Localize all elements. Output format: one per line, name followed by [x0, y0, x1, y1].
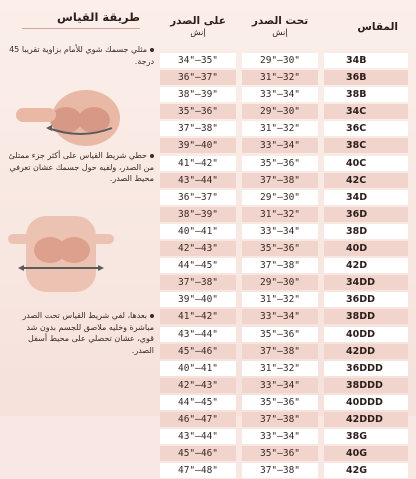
bust-range-cell: 38"–39"	[160, 207, 236, 222]
table-row	[160, 240, 408, 257]
table-header	[160, 8, 408, 48]
bust-range-cell: 40"–41"	[160, 224, 236, 239]
size-cell: 38D	[324, 224, 408, 239]
size-cell: 40C	[324, 156, 408, 171]
bust-range-cell: 44"–45"	[160, 258, 236, 273]
table-row	[160, 326, 408, 343]
bust-range-cell: 37"–38"	[160, 275, 236, 290]
under-bust-range-cell: 33"–34"	[242, 429, 318, 444]
table-row	[160, 257, 408, 274]
table-row	[160, 69, 408, 86]
bust-range-cell: 42"–43"	[160, 378, 236, 393]
bust-range-cell: 43"–44"	[160, 173, 236, 188]
table-row	[160, 223, 408, 240]
table-row	[160, 291, 408, 308]
table-row	[160, 343, 408, 360]
size-cell: 40DDD	[324, 395, 408, 410]
size-cell: 42DDD	[324, 412, 408, 427]
under-bust-range-cell: 35"–36"	[242, 327, 318, 342]
bust-range-cell: 45"–46"	[160, 344, 236, 359]
table-row	[160, 52, 408, 69]
under-bust-range-cell: 35"–36"	[242, 446, 318, 461]
step-3-text: بعدها، لفي شريط القياس تحت الصدر مباشرة وخليه ملاصق للجسم بدون شد قوي، عشان تحصلي على محيط أسفل الصدر.	[22, 311, 154, 355]
table-body	[160, 52, 408, 479]
size-cell: 40G	[324, 446, 408, 461]
table-row	[160, 206, 408, 223]
under-bust-range-cell: 31"–32"	[242, 361, 318, 376]
size-cell: 42G	[324, 463, 408, 478]
step-2	[8, 150, 154, 185]
table-row	[160, 86, 408, 103]
table-row	[160, 137, 408, 154]
table-row	[160, 274, 408, 291]
table-row	[160, 445, 408, 462]
bust-range-cell: 36"–37"	[160, 190, 236, 205]
table-row	[160, 360, 408, 377]
under-bust-range-cell: 37"–38"	[242, 258, 318, 273]
header-bust: على الصدر إنش	[170, 15, 226, 38]
bust-range-cell: 35"–36"	[160, 104, 236, 119]
header-size: المقاس	[357, 21, 398, 33]
bust-range-cell: 44"–45"	[160, 395, 236, 410]
under-bust-illustration-icon	[6, 210, 116, 296]
under-bust-range-cell: 31"–32"	[242, 70, 318, 85]
size-cell: 38DDD	[324, 378, 408, 393]
bust-range-cell: 43"–44"	[160, 429, 236, 444]
size-cell: 34D	[324, 190, 408, 205]
under-bust-range-cell: 31"–32"	[242, 207, 318, 222]
bust-range-cell: 34"–35"	[160, 53, 236, 68]
under-bust-range-cell: 29"–30"	[242, 190, 318, 205]
under-bust-range-cell: 31"–32"	[242, 292, 318, 307]
table-row	[160, 377, 408, 394]
instructions-title: طريقة القياس	[57, 10, 140, 24]
table-row	[160, 308, 408, 325]
under-bust-range-cell: 33"–34"	[242, 378, 318, 393]
size-chart-table	[160, 8, 408, 477]
table-row	[160, 394, 408, 411]
table-row	[160, 462, 408, 479]
under-bust-range-cell: 37"–38"	[242, 463, 318, 478]
bust-range-cell: 46"–47"	[160, 412, 236, 427]
bust-range-cell: 39"–40"	[160, 138, 236, 153]
bust-range-cell: 42"–43"	[160, 241, 236, 256]
bullet-icon	[150, 154, 154, 158]
bust-range-cell: 36"–37"	[160, 70, 236, 85]
size-cell: 42D	[324, 258, 408, 273]
under-bust-range-cell: 29"–30"	[242, 53, 318, 68]
table-row	[160, 428, 408, 445]
size-cell: 34C	[324, 104, 408, 119]
under-bust-range-cell: 37"–38"	[242, 173, 318, 188]
under-bust-range-cell: 35"–36"	[242, 241, 318, 256]
header-under-bust: تحت الصدر إنش	[251, 15, 309, 38]
title-divider	[22, 28, 140, 29]
size-cell: 36DD	[324, 292, 408, 307]
size-cell: 36B	[324, 70, 408, 85]
size-cell: 42DD	[324, 344, 408, 359]
bust-range-cell: 41"–42"	[160, 309, 236, 324]
size-cell: 40DD	[324, 327, 408, 342]
under-bust-range-cell: 37"–38"	[242, 412, 318, 427]
size-cell: 38DD	[324, 309, 408, 324]
lean-forward-illustration-icon	[6, 78, 116, 148]
under-bust-range-cell: 29"–30"	[242, 104, 318, 119]
size-cell: 36DDD	[324, 361, 408, 376]
size-cell: 42C	[324, 173, 408, 188]
bust-range-cell: 37"–38"	[160, 121, 236, 136]
step-1	[8, 44, 154, 67]
size-cell: 38G	[324, 429, 408, 444]
under-bust-range-cell: 33"–34"	[242, 138, 318, 153]
step-3	[8, 310, 154, 356]
size-cell: 34B	[324, 53, 408, 68]
table-row	[160, 411, 408, 428]
bust-range-cell: 38"–39"	[160, 87, 236, 102]
size-cell: 40D	[324, 241, 408, 256]
table-row	[160, 103, 408, 120]
measuring-instructions	[0, 0, 156, 416]
size-cell: 38C	[324, 138, 408, 153]
table-row	[160, 155, 408, 172]
bullet-icon	[150, 314, 154, 318]
size-cell: 36C	[324, 121, 408, 136]
step-1-text: مثلي جسمك شوي للأمام بزاوية تقريبا 45 درجة.	[9, 45, 154, 66]
under-bust-range-cell: 35"–36"	[242, 156, 318, 171]
bust-range-cell: 47"–48"	[160, 463, 236, 478]
size-cell: 36D	[324, 207, 408, 222]
under-bust-range-cell: 33"–34"	[242, 224, 318, 239]
under-bust-range-cell: 31"–32"	[242, 121, 318, 136]
bust-range-cell: 43"–44"	[160, 327, 236, 342]
bust-range-cell: 40"–41"	[160, 361, 236, 376]
under-bust-range-cell: 37"–38"	[242, 344, 318, 359]
under-bust-range-cell: 33"–34"	[242, 87, 318, 102]
table-row	[160, 189, 408, 206]
bust-range-cell: 45"–46"	[160, 446, 236, 461]
table-row	[160, 120, 408, 137]
under-bust-range-cell: 33"–34"	[242, 309, 318, 324]
bust-range-cell: 39"–40"	[160, 292, 236, 307]
step-2-text: حطي شريط القياس على أكثر جزء ممتلئ من الصدر، ولفيه حول جسمك عشان تعرفي محيط الصدر.	[8, 151, 154, 183]
bullet-icon	[150, 48, 154, 52]
under-bust-range-cell: 35"–36"	[242, 395, 318, 410]
under-bust-range-cell: 29"–30"	[242, 275, 318, 290]
size-cell: 34DD	[324, 275, 408, 290]
table-row	[160, 172, 408, 189]
bust-range-cell: 41"–42"	[160, 156, 236, 171]
size-cell: 38B	[324, 87, 408, 102]
